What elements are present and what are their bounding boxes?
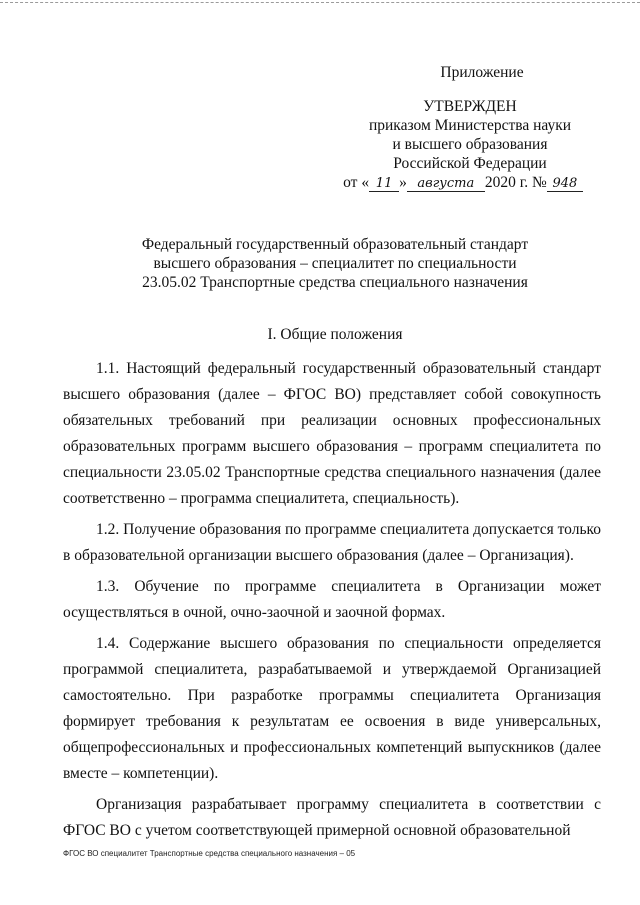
section-heading: I. Общие положения bbox=[267, 326, 403, 343]
scan-top-edge bbox=[0, 2, 640, 4]
page-footer: ФГОС ВО специалитет Транспортные средства специального назначения – 05 bbox=[63, 849, 356, 858]
paragraph-1-2: 1.2. Получение образования по программе специалитета допускается только в образовательной организации высшего образования (далее – Организация). bbox=[63, 521, 602, 564]
document-body bbox=[63, 356, 601, 849]
approval-line-2: и высшего образования bbox=[392, 136, 548, 153]
approved-label: УТВЕРЖДЕН bbox=[423, 98, 517, 115]
handwritten-order-number: 948 bbox=[547, 177, 583, 192]
standard-title bbox=[80, 235, 590, 292]
date-year: 2020 г. № bbox=[484, 174, 547, 191]
date-mid: » bbox=[399, 174, 407, 191]
paragraph-1-1: 1.1. Настоящий федеральный государственный образовательный стандарт высшего образования (далее – ФГОС ВО) представляет собой совокупность обязательных требований при реализации основных профессиональных образовательных программ высшего образования – программ специалитета по специальности 23.05.02 Транспортные средства специального назначения (далее соответственно – программа специалитета, специальность). bbox=[63, 360, 601, 507]
paragraph-1-4: 1.4. Содержание высшего образования по специальности определяется программой специалитета, разрабатываемой и утверждаемой Организацией самостоятельно. При разработке программы специалитета Организация формирует требования к результатам ее освоения в виде универсальных, общепрофессиональных и профессиональных компетенций выпускников (далее вместе – компетенции). bbox=[63, 635, 601, 782]
title-line-2: высшего образования – специалитет по специальности bbox=[153, 255, 517, 272]
approval-line-3: Российской Федерации bbox=[393, 155, 547, 172]
paragraph-1-3: 1.3. Обучение по программе специалитета в Организации может осуществляться в очной, очно-заочной и заочной формах. bbox=[63, 578, 601, 621]
approval-block bbox=[340, 63, 600, 192]
order-date-line bbox=[326, 173, 600, 192]
paragraph-continued: Организация разрабатывает программу специалитета в соответствии с ФГОС ВО с учетом соответствующей примерной основной образовательной bbox=[63, 796, 601, 839]
appendix-label: Приложение bbox=[440, 64, 524, 81]
title-line-1: Федеральный государственный образовательный стандарт bbox=[141, 236, 529, 253]
date-prefix: от « bbox=[343, 174, 370, 191]
approval-line-1: приказом Министерства науки bbox=[368, 117, 572, 134]
handwritten-month: августа bbox=[407, 177, 485, 192]
title-line-3: 23.05.02 Транспортные средства специального назначения bbox=[142, 274, 528, 291]
handwritten-day: 11 bbox=[369, 177, 399, 192]
